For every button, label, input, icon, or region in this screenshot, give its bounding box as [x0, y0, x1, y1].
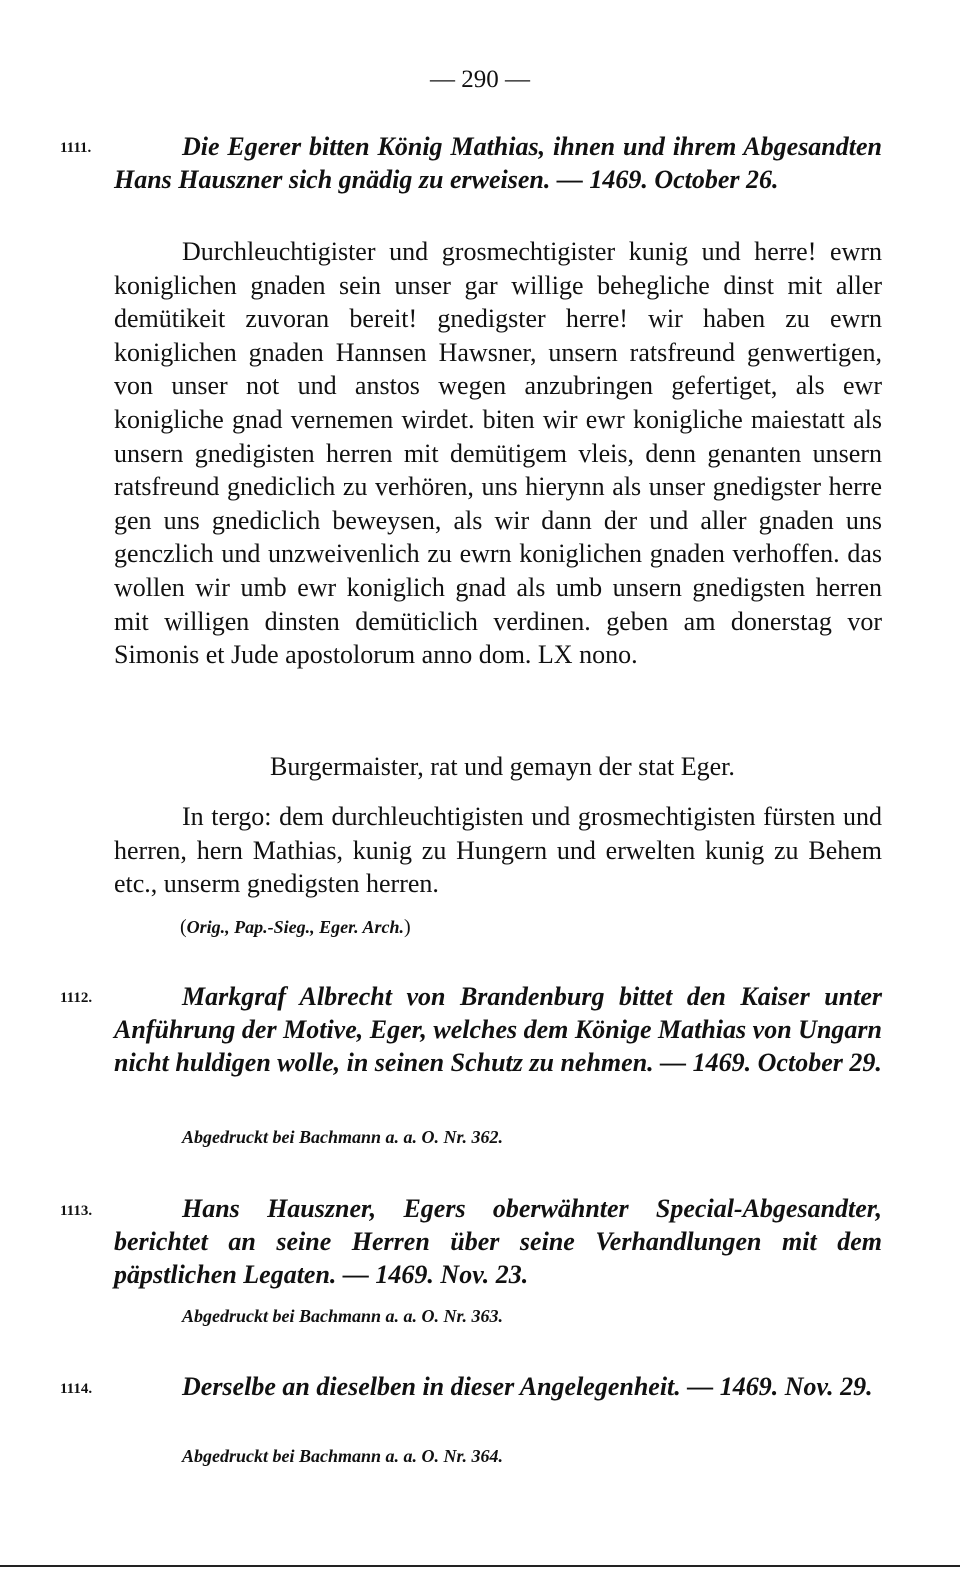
source-note: Abgedruckt bei Bachmann a. a. O. Nr. 364. — [182, 1446, 504, 1466]
in-tergo-address: In tergo: dem durchleuchtigisten und grosmechtigisten fürsten und herren, hern Mathias, kunig zu Hungern und erwelten kunig zu Behem etc., unserm gnedigsten herren. — [114, 802, 882, 899]
entry-number: 1111. — [60, 140, 92, 156]
entry-number: 1112. — [60, 990, 93, 1006]
page-number: — 290 — — [430, 66, 530, 93]
source-note: Abgedruckt bei Bachmann a. a. O. Nr. 363. — [182, 1306, 504, 1326]
letter-body: Durchleuchtigister und grosmechtigister kunig und herre! ewrn koniglichen gnaden sein unser gar willige behegliche dinst mit aller demütikeit zuvoran bereit! gnedigster herre! wir haben zu ewrn koniglichen gnaden Hannsen Hawsner, unsern ratsfreund genwertigen, von unser not und anstos wegen anzubringen gefertiget, als ewr konigliche gnad vernemen wirdet. biten wir ewr konigliche maiestatt als unsern gnedigisten herren mit demütigem vleis, denn genanten unsern ratsfreund gnediclich zu verhören, uns hierynn als unser gnedigster herre gen uns gnediclich beweysen, als wir dann der und aller gnaden uns genczlich und unzweivenlich zu ewrn koniglichen gnaden verhoffen. das wollen wir umb ewr koniglich gnad als umb unsern gnedigsten herren mit willigen dinsten demüticlich verdinen. geben am donerstag vor Simonis et Jude apostolorum anno dom. LX nono. — [114, 237, 882, 670]
entry-number: 1113. — [60, 1203, 93, 1219]
source-note: (Orig., Pap.-Sieg., Eger. Arch.) — [180, 916, 411, 938]
entry-title: Die Egerer bitten König Mathias, ihnen und ihrem Abgesandten Hans Hauszner sich gnädig zu erweisen. — 1469. October 26. — [114, 132, 882, 194]
entry-number: 1114. — [60, 1381, 93, 1397]
bottom-border-line — [0, 1565, 960, 1567]
letter-signature: Burgermaister, rat und gemayn der stat Eger. — [270, 752, 735, 781]
entry-title: Derselbe an dieselben in dieser Angelegenheit. — 1469. Nov. 29. — [182, 1372, 873, 1401]
source-note: Abgedruckt bei Bachmann a. a. O. Nr. 362. — [182, 1127, 504, 1147]
entry-title: Markgraf Albrecht von Brandenburg bittet den Kaiser unter Anführung der Motive, Eger, welches dem Könige Mathias von Ungarn nicht huldigen wolle, in seinen Schutz zu nehmen. — 1469. October 29. — [114, 982, 882, 1077]
entry-title: Hans Hauszner, Egers oberwähnter Special-Abgesandter, berichtet an seine Herren über seine Verhandlungen mit dem päpstlichen Legaten. — 1469. Nov. 23. — [114, 1194, 882, 1289]
source-text: Orig., Pap.-Sieg., Eger. Arch. — [186, 917, 405, 937]
